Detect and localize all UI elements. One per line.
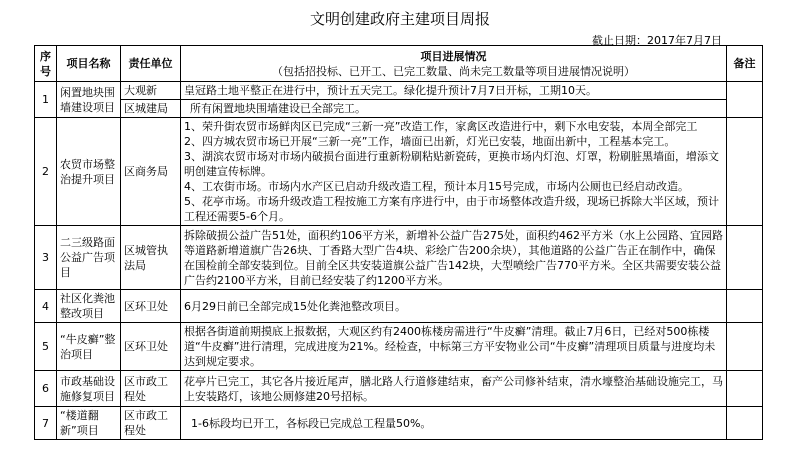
row-note (727, 371, 763, 407)
row-project-name: “牛皮癣”整治项目 (57, 323, 121, 371)
row-seq: 6 (35, 371, 57, 407)
row-unit: 区环卫处 (121, 323, 181, 371)
progress-line: 1、荣升街农贸市场鲜肉区已完成“三新一亮”改造工作，家禽区改造进行中，剩下水电安装，本周全部完工 (184, 120, 698, 133)
header-progress (181, 46, 727, 82)
project-table (34, 45, 763, 440)
row-progress: 1-6标段均已开工，各标段已完成总工程量50%。 (181, 407, 727, 440)
row-project-name: “楼道翻新”项目 (57, 407, 121, 440)
row-progress: 花亭片已完工，其它各片接近尾声，膳北路人行道修建结束，畜产公司修补结束，清水壕整治基础设施完工，马上安装路灯，该地公厕修建20号招标。 (181, 371, 727, 407)
progress-line: 2、四方城农贸市场已开展“三新一亮”工作，墙面已出新，灯光已安装，地面出新中，工程基本完工。 (184, 135, 676, 148)
row-unit: 区城管执法局 (121, 226, 181, 290)
progress-line: 4、工农街市场。市场内水产区已启动升级改造工程，预计本月15号完成，市场内公厕也已经启动改造。 (184, 180, 689, 193)
table-row (35, 323, 763, 371)
row-seq: 5 (35, 323, 57, 371)
header-seq: 序号 (35, 46, 57, 82)
row-project-name: 社区化粪池整改项目 (57, 290, 121, 323)
table-row (35, 82, 763, 100)
row-seq: 2 (35, 118, 57, 226)
row-note (727, 290, 763, 323)
row-unit: 区城建局 (121, 100, 181, 118)
table-row (35, 226, 763, 290)
header-progress-main: 项目进展情况 (420, 49, 487, 63)
row-note (727, 82, 763, 118)
row-project-name: 二三级路面公益广告项目 (57, 226, 121, 290)
row-unit: 区商务局 (121, 118, 181, 226)
row-project-name: 闲置地块围墙建设项目 (57, 82, 121, 118)
header-progress-sub: （包括招投标、已开工、已完工数量、尚未完工数量等项目进展情况说明） (272, 64, 635, 78)
row-note (727, 407, 763, 440)
row-progress: 皇冠路土地平整正在进行中，预计五天完工。绿化提升预计7月7日开标，工期10天。 (181, 82, 727, 100)
header-project-name: 项目名称 (57, 46, 121, 82)
table-row (35, 118, 763, 226)
row-unit: 大观新 (121, 82, 181, 100)
row-seq: 1 (35, 82, 57, 118)
header-note: 备注 (727, 46, 763, 82)
row-progress: 6月29日前已全部完成15处化粪池整改项目。 (181, 290, 727, 323)
row-unit: 区市政工程处 (121, 371, 181, 407)
row-seq: 7 (35, 407, 57, 440)
row-note (727, 118, 763, 226)
progress-line: 3、湖滨农贸市场对市场内破损台面进行重新粉刷粘贴新瓷砖，更换市场内灯泡、灯罩，粉刷脏黑墙面，增添文明创建宣传标牌。 (184, 150, 719, 178)
row-progress: 所有闲置地块围墙建设已全部完工。 (181, 100, 727, 118)
row-project-name: 市政基础设施修复项目 (57, 371, 121, 407)
header-responsible-unit: 责任单位 (121, 46, 181, 82)
progress-line: 5、花亭市场。市场升级改造工程按施工方案有序进行中，由于市场整体改造升级，现场已拆除大半区域，预计工程还需要5-6个月。 (184, 195, 719, 223)
row-progress: 根据各街道前期摸底上报数据，大观区约有2400栋楼房需进行“牛皮癣”清理。截止7月6日，已经对500栋楼道“牛皮癣”进行清理，完成进度为21%。经检查，中标第三方平安物业公司“牛皮癣”清理项目质量与进度均未达到规定要求。 (181, 323, 727, 371)
table-row (35, 371, 763, 407)
row-note (727, 323, 763, 371)
row-note (727, 226, 763, 290)
table-row (35, 100, 763, 118)
row-seq: 4 (35, 290, 57, 323)
row-seq: 3 (35, 226, 57, 290)
row-progress: 拆除破损公益广告51处，面积约106平方米，新增补公益广告275处，面积约462平方米（水上公园路、宜园路等道路新增道旗广告26块、丁香路大型广告4块、彩绘广告200余块），其他道路的公益广告正在制作中，确保在国检前全部安装到位。目前全区共安装道旗公益广告142块，大型喷绘广告770平方米。全区共需要安装公益广告约2100平方米，目前已经安装了约1200平方米。 (181, 226, 727, 290)
table-row (35, 407, 763, 440)
table-header-row (35, 46, 763, 82)
deadline-date: 截止日期：2017年7月7日 (592, 34, 722, 47)
table-row (35, 290, 763, 323)
row-unit: 区环卫处 (121, 290, 181, 323)
row-unit: 区市政工程处 (121, 407, 181, 440)
report-title: 文明创建政府主建项目周报 (309, 10, 490, 28)
row-project-name: 农贸市场整治提升项目 (57, 118, 121, 226)
row-progress (181, 118, 727, 226)
